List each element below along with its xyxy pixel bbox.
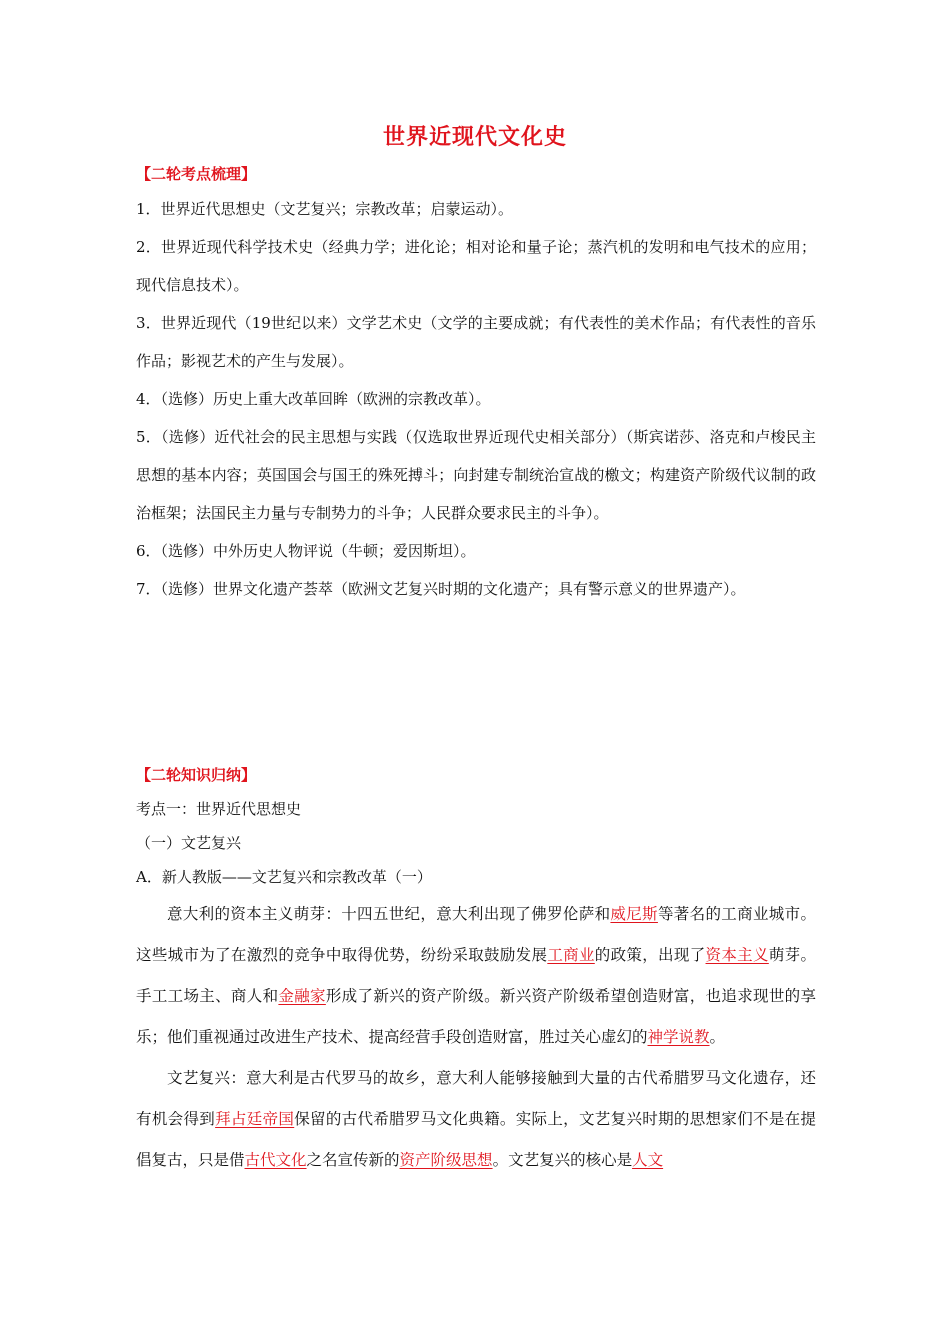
keyword-byzantine-empire: 拜占廷帝国 — [215, 1110, 295, 1128]
subtopic-heading: （一）文艺复兴 — [136, 834, 242, 852]
text-run: 等著名的工商业城市。这些城市为了在激烈的竞争中取得优势，纷纷采取鼓励发展 — [136, 905, 816, 964]
list-item: 7．（选修）世界文化遗产荟萃（欧洲文艺复兴时期的文化遗产；具有警示意义的世界遗产）。 — [136, 580, 746, 598]
paragraph-capitalism-sprouts — [136, 894, 816, 1058]
list-item: 4．（选修）历史上重大改革回眸（欧洲的宗教改革）。 — [136, 390, 491, 408]
text-run: 萌芽。手工工场主、商人和 — [136, 946, 816, 1005]
review-points-list — [136, 190, 816, 608]
keyword-theology: 神学说教 — [647, 1028, 710, 1046]
version-heading: A．新人教版——文艺复兴和宗教改革（一） — [136, 868, 432, 886]
list-item: 5．（选修）近代社会的民主思想与实践（仅选取世界近现代史相关部分）（斯宾诺莎、洛克和卢梭民主思想的基本内容；英国国会与国王的殊死搏斗；向封建专制统治宣战的檄文；构建资产阶级代议制的政治框架；法国民主力量与专制势力的斗争；人民群众要求民主的斗争）。 — [136, 428, 816, 522]
knowledge-summary-body — [136, 792, 816, 1181]
keyword-venice: 威尼斯 — [610, 905, 658, 923]
keyword-ancient-culture: 古代文化 — [244, 1151, 307, 1169]
text-run: 的政策，出现了 — [594, 946, 706, 964]
keyword-bourgeois-thought: 资产阶级思想 — [399, 1151, 493, 1169]
section-heading-review-points: 【二轮考点梳理】 — [136, 165, 257, 183]
document-title: 世界近现代文化史 — [382, 125, 567, 150]
keyword-capitalism: 资本主义 — [705, 946, 769, 964]
list-item: 2．世界近现代科学技术史（经典力学；进化论；相对论和量子论；蒸汽机的发明和电气技术的应用；现代信息技术）。 — [136, 238, 816, 294]
list-item: 1．世界近代思想史（文艺复兴；宗教改革；启蒙运动）。 — [136, 200, 514, 218]
section-heading-knowledge-summary: 【二轮知识归纳】 — [136, 766, 257, 784]
keyword-humanism: 人文 — [632, 1151, 664, 1169]
text-run: 形成了新兴的资产阶级。新兴资产阶级希望创造财富，也追求现世的享乐；他们重视通过改进生产技术、提高经营手段创造财富，胜过关心虚幻的 — [136, 987, 816, 1046]
paragraph-renaissance — [136, 1058, 816, 1181]
topic-heading: 考点一：世界近代思想史 — [136, 800, 302, 818]
text-run: 意大利的资本主义萌芽：十四五世纪，意大利出现了佛罗伦萨和 — [167, 905, 611, 923]
text-run: 保留的古代希腊罗马文化典籍。实际上，文艺复兴时期的思想家们不是在提倡复古，只是借 — [136, 1110, 816, 1169]
text-run: 之名宣传新的 — [306, 1151, 400, 1169]
text-run: 。 — [709, 1028, 726, 1046]
text-run: 文艺复兴：意大利是古代罗马的故乡，意大利人能够接触到大量的古代希腊罗马文化遗存，还有机会得到 — [136, 1069, 816, 1128]
text-run: 。文艺复兴的核心是 — [492, 1151, 633, 1169]
list-item: 6．（选修）中外历史人物评说（牛顿；爱因斯坦）。 — [136, 542, 476, 560]
keyword-commerce: 工商业 — [547, 946, 595, 964]
list-item: 3．世界近现代（19世纪以来）文学艺术史（文学的主要成就；有代表性的美术作品；有代表性的音乐作品；影视艺术的产生与发展）。 — [136, 314, 816, 370]
keyword-financiers: 金融家 — [278, 987, 326, 1005]
